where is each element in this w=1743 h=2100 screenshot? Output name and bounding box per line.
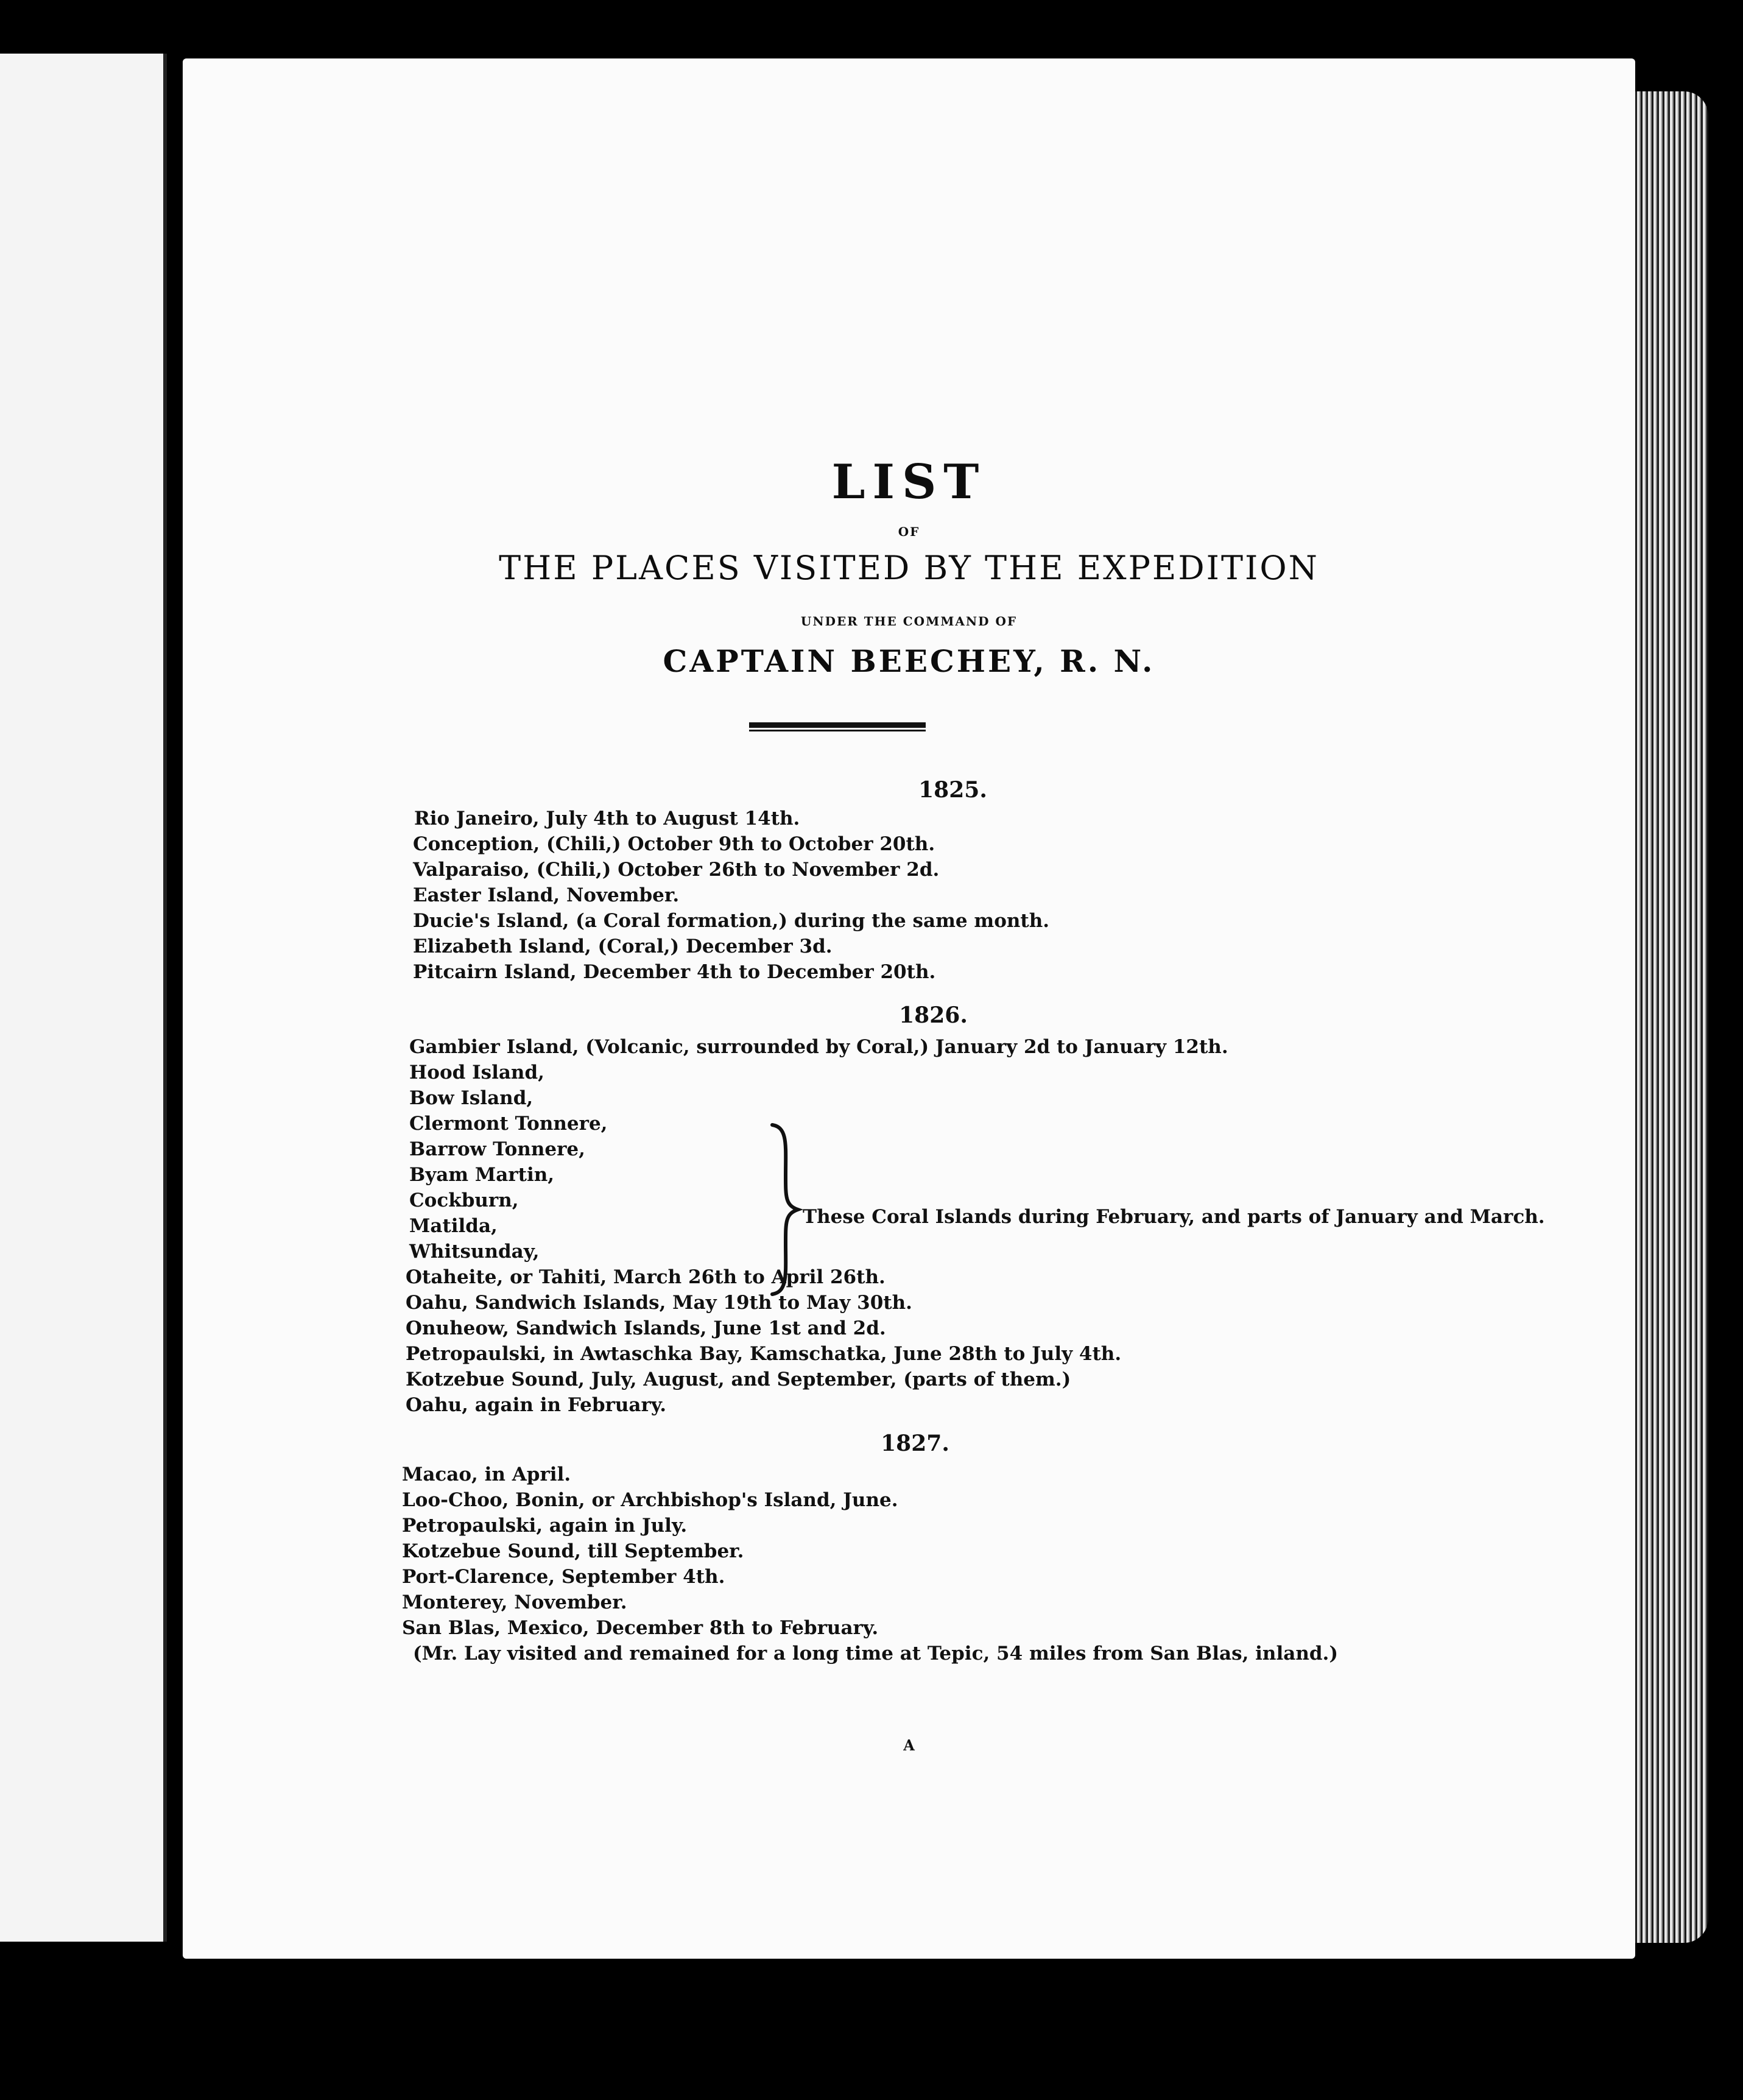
- list-item: Kotzebue Sound, July, August, and September, (parts of them.): [406, 1369, 1071, 1390]
- coral-island-item: Barrow Tonnere,: [409, 1138, 585, 1160]
- list-item: Oahu, Sandwich Islands, May 19th to May 30th.: [406, 1292, 912, 1314]
- year-1825: 1825.: [918, 777, 987, 803]
- list-item: Kotzebue Sound, till September.: [402, 1540, 744, 1562]
- list-item: Onuheow, Sandwich Islands, June 1st and 2d.: [406, 1317, 886, 1339]
- coral-island-item: Whitsunday,: [409, 1241, 540, 1263]
- list-item: Gambier Island, (Volcanic, surrounded by Coral,) January 2d to January 12th.: [409, 1036, 1228, 1058]
- list-item: Pitcairn Island, December 4th to December 20th.: [413, 961, 936, 983]
- list-item: Petropaulski, again in July.: [402, 1515, 688, 1537]
- heading-of: OF: [898, 524, 920, 539]
- list-item: Ducie's Island, (a Coral formation,) during the same month.: [413, 910, 1050, 932]
- list-item: Rio Janeiro, July 4th to August 14th.: [414, 808, 800, 830]
- list-item: Loo-Choo, Bonin, or Archbishop's Island, June.: [402, 1489, 898, 1511]
- list-item: Port-Clarence, September 4th.: [402, 1566, 725, 1588]
- list-item: Oahu, again in February.: [406, 1394, 667, 1416]
- coral-island-item: Clermont Tonnere,: [409, 1113, 608, 1135]
- list-item: Petropaulski, in Awtaschka Bay, Kamschatka, June 28th to July 4th.: [406, 1343, 1122, 1365]
- list-item: Conception, (Chili,) October 9th to October 20th.: [413, 833, 935, 855]
- list-item: Macao, in April.: [402, 1464, 571, 1485]
- rule-thick: [749, 722, 926, 728]
- signature-mark: A: [903, 1736, 915, 1754]
- heading-captain: CAPTAIN BEECHEY, R. N.: [663, 643, 1155, 679]
- coral-island-item: Hood Island,: [409, 1062, 544, 1083]
- coral-island-item: Byam Martin,: [409, 1164, 555, 1186]
- list-item: San Blas, Mexico, December 8th to February.: [402, 1617, 879, 1639]
- year-1827: 1827.: [881, 1431, 949, 1456]
- list-note: (Mr. Lay visited and remained for a long time at Tepic, 54 miles from San Blas, inland.): [413, 1643, 1338, 1665]
- list-item: Valparaiso, (Chili,) October 26th to November 2d.: [413, 859, 940, 881]
- list-item: Monterey, November.: [402, 1591, 627, 1613]
- coral-island-item: Bow Island,: [409, 1087, 533, 1109]
- coral-island-item: Cockburn,: [409, 1189, 519, 1211]
- rule-thin: [749, 730, 926, 731]
- heading-list: LIST: [831, 454, 987, 510]
- title-rule: [749, 722, 926, 732]
- heading-under: UNDER THE COMMAND OF: [800, 614, 1018, 629]
- coral-islands-note: These Coral Islands during February, and parts of January and March.: [803, 1206, 1545, 1228]
- year-1826: 1826.: [899, 1002, 968, 1028]
- list-item: Elizabeth Island, (Coral,) December 3d.: [413, 935, 833, 957]
- list-item: Easter Island, November.: [413, 884, 680, 906]
- heading-main: THE PLACES VISITED BY THE EXPEDITION: [499, 549, 1319, 587]
- list-item: Otaheite, or Tahiti, March 26th to April 26th.: [406, 1266, 886, 1288]
- book-page: [183, 58, 1635, 1959]
- coral-island-item: Matilda,: [409, 1215, 498, 1237]
- facing-page: [0, 54, 167, 1942]
